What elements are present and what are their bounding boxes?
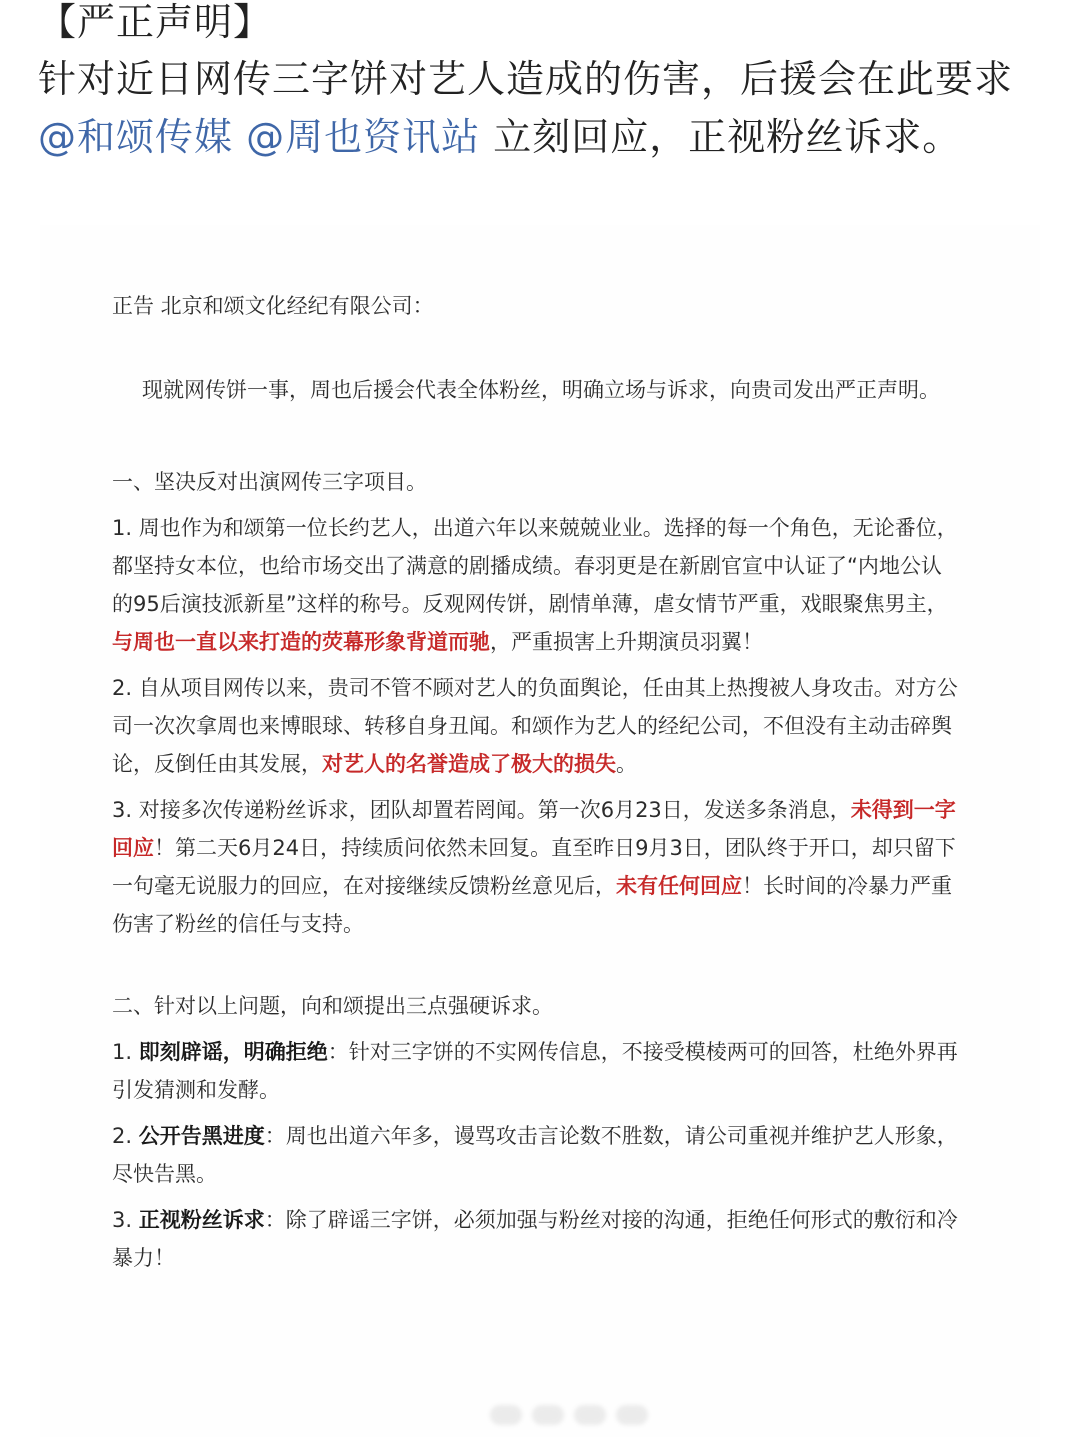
watermark-blob [532,1405,564,1425]
section-2-item-3 [112,1201,962,1277]
item-highlight: 未得到一字回应 [112,798,956,860]
watermark-blob [490,1405,522,1425]
item-number: 3. [112,1208,139,1232]
item-text: ！第二天6月24日，持续质问依然未回复。直至昨日9月3日，团队终于开口，却只留下一句毫无说服力的回应，在对接继续反馈粉丝意见后， [112,836,956,898]
item-bold: 公开告黑进度 [138,1124,265,1148]
section-1-heading: 一、坚决反对出演网传三字项目。 [112,470,427,494]
section-1-item-1 [112,509,962,661]
section-2-heading: 二、针对以上问题，向和颂提出三点强硬诉求。 [112,994,553,1018]
watermark-blob [616,1405,648,1425]
post-title: 【严正声明】 [38,0,273,44]
item-text: 1. 周也作为和颂第一位长约艺人，出道六年以来兢兢业业。选择的每一个角色，无论番位，都坚持女本位，也给市场交出了满意的剧播成绩。春羽更是在新剧官宣中认证了“内地公认的95后演技派新星”这样的称号。反观网传饼，剧情单薄，虐女情节严重，戏眼聚焦男主， [112,516,958,616]
post-text-tail: 立刻回应，正视粉丝诉求。 [493,115,962,159]
doc-intro: 现就网传饼一事，周也后援会代表全体粉丝，明确立场与诉求，向贵司发出严正声明。 [142,378,940,402]
item-text: ：除了辟谣三字饼，必须加强与粉丝对接的沟通，拒绝任何形式的敷衍和冷暴力！ [112,1208,958,1270]
item-text: 3. 对接多次传递粉丝诉求，团队却置若罔闻。第一次6月23日，发送多条消息， [112,798,851,822]
post-body [38,50,1048,166]
item-number: 2. [112,1124,139,1148]
section-2-item-1 [112,1033,962,1109]
item-text: ：周也出道六年多，谩骂攻击言论数不胜数，请公司重视并维护艺人形象，尽快告黑。 [112,1124,958,1186]
item-bold: 正视粉丝诉求 [138,1208,265,1232]
post-text: 针对近日网传三字饼对艺人造成的伤害，后援会在此要求 [38,57,1014,101]
weibo-post [38,0,1048,166]
item-text: ，严重损害上升期演员羽翼！ [490,630,763,654]
mention-link-hesong[interactable]: @和颂传媒 [38,115,234,159]
mention-link-zhouye-news[interactable]: @周也资讯站 [246,115,481,159]
statement-image[interactable] [40,225,1040,1437]
section-1-item-2 [112,669,962,783]
item-highlight: 对艺人的名誉造成了极大的损失 [322,752,616,776]
item-bold: 即刻辟谣，明确拒绝 [138,1040,328,1064]
section-2-item-2 [112,1117,962,1193]
item-highlight: 未有任何回应 [616,874,742,898]
item-text: 。 [616,752,637,776]
blurred-watermark [490,1405,670,1427]
item-text: ：针对三字饼的不实网传信息，不接受模棱两可的回答，杜绝外界再引发猜测和发酵。 [112,1040,958,1102]
section-1-item-3 [112,791,962,943]
watermark-blob [574,1405,606,1425]
item-highlight: 与周也一直以来打造的荧幕形象背道而驰 [112,630,490,654]
doc-salutation: 正告 北京和颂文化经纪有限公司： [112,294,434,318]
item-text: 2. 自从项目网传以来，贵司不管不顾对艺人的负面舆论，任由其上热搜被人身攻击。对方公司一次次拿周也来博眼球、转移自身丑闻。和颂作为艺人的经纪公司，不但没有主动击碎舆论，反倒任由其发展， [112,676,958,776]
item-text: ！长时间的冷暴力严重伤害了粉丝的信任与支持。 [112,874,952,936]
statement-document [112,287,962,1285]
item-number: 1. [112,1040,139,1064]
